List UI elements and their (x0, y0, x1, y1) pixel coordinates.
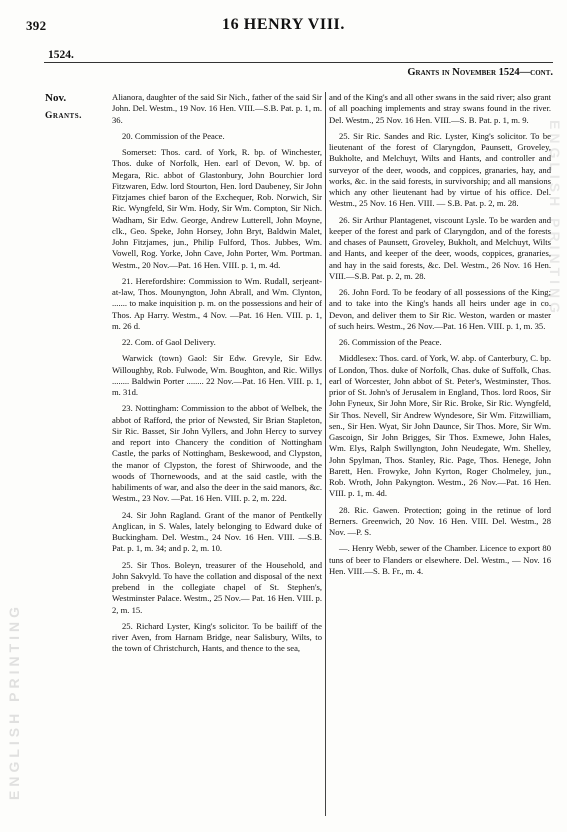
column-left (112, 92, 322, 660)
watermark-left: ENGLISH PRINTING (6, 602, 22, 800)
running-head: 16 HENRY VIII. (222, 16, 345, 33)
entry-paragraph: and of the King's and all other swans in the said river; also grant of all poaching implements and stray swans found in the river. Del. Westm., 25 Nov. 16 Hen. VIII.—S. B. Pat. p. 1, m. 9. (329, 92, 551, 125)
margin-label: Grants. (45, 111, 82, 121)
page-number: 392 (26, 18, 47, 33)
entry-paragraph: —. Henry Webb, sewer of the Chamber. Licence to export 80 tuns of beer to Flanders or elsewhere. Del. Westm., — Nov. 16 Hen. VIII.—S. B. Fr., m. 4. (329, 543, 551, 576)
entry-paragraph: 25. Richard Lyster, King's solicitor. To be bailiff of the river Aven, from Harnam Bridge, near Salisbury, Wilts, to the town of Christchurch, Hants, and thence to the sea, (112, 620, 322, 654)
year-label: 1524. (48, 49, 74, 61)
entry-heading: 20. Commission of the Peace. (122, 130, 225, 141)
entry-paragraph: 25. Sir Thos. Boleyn, treasurer of the Household, and John Sakvyld. To have the collation and disposal of the next prebend in the collegiate chapel of St. Stephen's, Westminster Palace. Westm., 25 Nov.— Pat. 16 Hen. VIII. p. 2, m. 15. (112, 559, 322, 615)
entry-paragraph: Alianora, daughter of the said Sir Nich., father of the said Sir John. Del. Westm., 19 Nov. 16 Hen. VIII.—S.B. Pat. p. 1, m. 36. (112, 92, 323, 125)
entry-paragraph: Somerset: Thos. card. of York, R. bp. of Winchester, Thos. duke of Norfolk, Hen. earl of Devon, W. bp. of Megara, Ric. abbot of Glastonbury, John Bourchier lord Fitzwaren, Edw. lord Stourton, Hen. lord Daubeney, Sir John Fitzjames chief baron of the Exchequer, Rob. Norwich, Sir Ric. Wyngfeld, Sir Wm. Hody, Sir Wm. Compton, Sir Nich. Wadham, Sir Edw. George, Andrew Lutterell, John Moyne, clk., Geo. Speke, John Horsey, John Bryt, Baldwin Malet, John Fitzjames, jun., Philip Fulford, Thos. Jubbes, Wm. Vowell, Rog. Yorke, John Cave, John Porter, Wm. Portman. Westm., 20 Nov.—Pat. 16 Hen. VIII. p. 1, m. 4d. (112, 147, 322, 270)
entry-heading: 22. Com. of Gaol Delivery. (122, 337, 216, 347)
entry-heading: 26. Commission of the Peace. (339, 337, 442, 347)
margin-notes (44, 92, 100, 122)
entry-paragraph: 23. Nottingham: Commission to the abbot of Welbek, the abbot of Rafford, the prior of Newsted, Sir Brian Stapleton, Sir Ric. Basset, Sir John Vyllers, and John Hercy to survey and report into Chancery the condition of Nottingham Castle, the parks of Nottingham, Beskewood, and Clypston, the manor of Clypston, the forest of Shirwoode, and the woods of Thornewoods, and at the said castle, with the habiliments of war, and also the deer in the said manors, &c. Westm., 23 Nov. —Pat. 16 Hen. VIII. p. 2, m. 22d. (112, 403, 322, 504)
entry-paragraph: 25. Sir Ric. Sandes and Ric. Lyster, King's solicitor. To be lieutenant of the forest of Claryngdon, Paunsett, Groveley, Bukholte, and Melchuyt, Wilts and Hants, and controller and surveyor of the deer, woods, and coppices, granaries, hay, and works, &c. in the said forests, in survivorship; and all mansions which any other lieutenant had by virtue of his office. Del. Westm., 25 Nov. 16 Hen. VIII. — S.B. Pat. p. 2, m. 28. (329, 130, 551, 209)
column-right (329, 92, 551, 582)
entry-paragraph: 21. Herefordshire: Commission to Wm. Rudall, serjeant-at-law, Thos. Mounyngton, John Abrall, and Wm. Clynton, ....... to make inquisition p. m. on the possessions and heir of Thos. Ap Harry. Westm., 4 Nov. —Pat. 16 Hen. VIII. p. 1, m. 26 d. (112, 275, 322, 331)
entry-paragraph: Warwick (town) Gaol: Sir Edw. Grevyle, Sir Edw. Willoughby, Rob. Fulwode, Wm. Boughton, and Ric. Willys ........ Baldwin Porter ........ 22 Nov.—Pat. 16 Hen. VIII. p. 1, m. 31d. (112, 353, 322, 397)
header-rule (44, 62, 553, 63)
entry-paragraph: 28. Ric. Gawen. Protection; going in the retinue of lord Berners. Greenwich, 20 Nov. 16 Hen. VIII. Del. Westm., 28 Nov. —P. S. (329, 504, 551, 537)
entry-paragraph: 26. John Ford. To be feodary of all possessions of the King; and to take into the King's hands all heirs under age in co. Devon, and deliver them to Sir Ric. Weston, warden or master of such heirs. Westm., 26 Nov.—Pat. 16 Hen. VIII. p. 1, m. 35. (329, 287, 551, 331)
column-divider (325, 92, 326, 816)
entry-paragraph: 26. Sir Arthur Plantagenet, viscount Lysle. To be warden and keeper of the forest and park of Claryngdon, and of the forests and chases of Paunsett, Groveley, Bukholt, and Melchuyt, Wilts and Hants, and keeper of the deer, woods, coppices, granaries, and hay in the said forests, &c. Del. Westm., 26 Nov. 16 Hen. VIII.—S.B. Pat. p. 2, m. 28. (329, 214, 551, 281)
entry-paragraph: 24. Sir John Ragland. Grant of the manor of Pentkelly Anglican, in S. Wales, lately belonging to Edward duke of Buckingham. Del. Westm., 24 Nov. 16 Hen. VIII. —S.B. Pat. p. 1, m. 34; and p. 2, m. 10. (112, 509, 322, 554)
margin-month: Nov. (45, 92, 67, 104)
watermark-right: ENGLISH PRINTING (547, 120, 563, 318)
entry-paragraph: Middlesex: Thos. card. of York, W. abp. of Canterbury, C. bp. of London, Thos. duke of Norfolk, Chas. duke of Suffolk, Chas. earl of Worcester, John abbot of St. Peter's, Westminster, Thos. prior of St. John's of Jerusalem in England, Thos. lord Roos, Sir John Fyneux, Sir John More, Sir Ric. Broke, Sir Ric. Wyngfeld, Sir Thos. Nevell, Sir Andrew Wyndesore, Sir Wm. Fitzwilliam, sen., Sir Hen. Wyat, Sir John Daunce, Sir Thos. More, Sir Wm. Gascoign, Sir John Brigges, Sir Thos. Exmewe, John Hales, Wm. Elys, Ralph Swillyngton, John Neudegate, Wm. Shelley, John Spylman, Thos. Stanley, Ric. Page, Thos. Henege, John Barett, Hen. Frowyke, John Kyrton, Roger Cholmeley, jun., Rob. Wroth, John Pakyngton. Westm., 26 Nov.—Pat. 16 Hen. VIII. p. 1, m. 4d. (329, 353, 551, 499)
section-heading: Grants in November 1524—cont. (407, 67, 553, 78)
